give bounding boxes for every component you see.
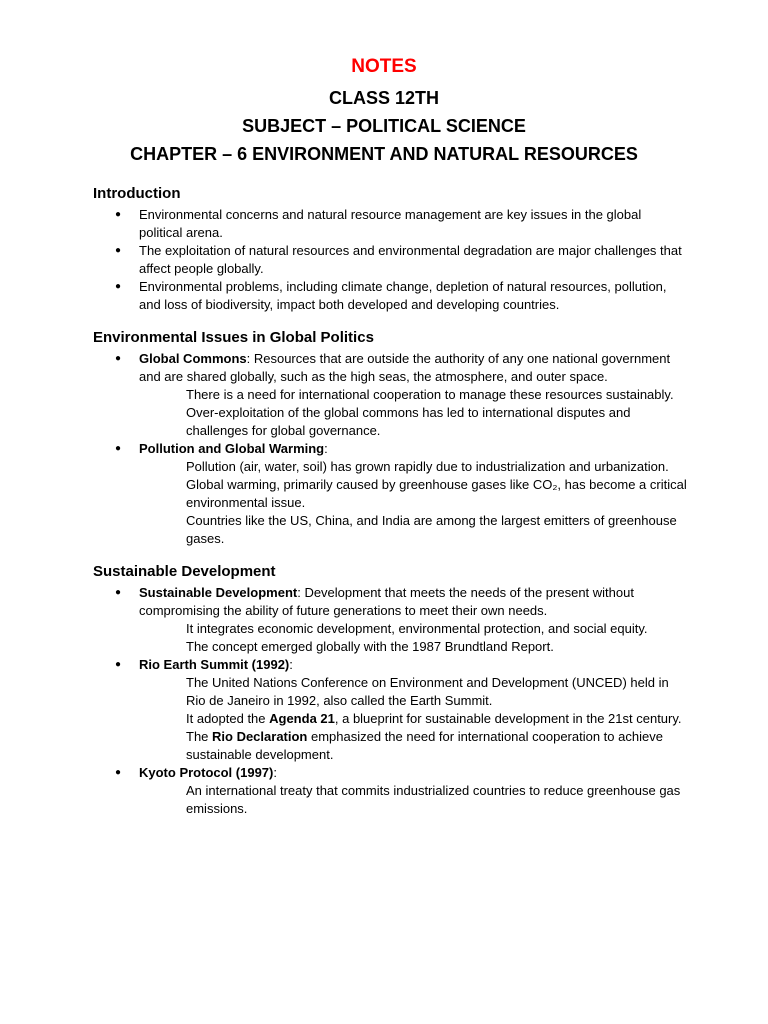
bullet-icon: ● <box>115 353 122 364</box>
sub-item: It integrates economic development, environmental protection, and social equity. <box>186 621 648 636</box>
sub-item-text: It adopted the <box>186 711 270 726</box>
term-label: Global Commons <box>139 351 247 366</box>
term-text: : Resources that are outside the authority of any one national government and are shared globally, such as the high seas, the atmosphere, and outer space. <box>139 351 671 384</box>
bullet-icon: ● <box>115 659 122 670</box>
sub-list <box>139 458 688 548</box>
list-item-text: The exploitation of natural resources and environmental degradation are major challenges that affect people globally. <box>139 243 682 276</box>
section-sustainable-development <box>93 562 688 818</box>
bullet-icon: ● <box>115 245 122 256</box>
bullet-list <box>93 350 688 548</box>
rio-declaration-term: Rio Declaration <box>212 729 308 744</box>
sub-item-text: emphasized the need for international cooperation to achieve sustainable development. <box>186 729 663 762</box>
bullet-icon: ● <box>115 209 122 220</box>
section-heading: Environmental Issues in Global Politics <box>93 329 374 346</box>
list-item <box>93 278 688 314</box>
term-label: Pollution and Global Warming <box>139 441 325 456</box>
term-text: : <box>289 657 293 672</box>
bullet-icon: ● <box>115 443 122 454</box>
sub-item <box>139 710 688 728</box>
sub-item <box>139 728 688 764</box>
sub-list <box>139 782 688 818</box>
section-environmental-issues <box>93 328 688 548</box>
sub-item: Global warming, primarily caused by greenhouse gases like CO₂, has become a critical environmental issue. <box>186 477 687 510</box>
sub-item: Countries like the US, China, and India are among the largest emitters of greenhouse gases. <box>186 513 677 546</box>
list-item-text: Environmental problems, including climate change, depletion of natural resources, pollution, and loss of biodiversity, impact both developed and developing countries. <box>139 279 667 312</box>
sub-item-text: The <box>186 729 213 744</box>
document-body <box>0 184 768 818</box>
notes-title: NOTES <box>351 56 417 77</box>
sub-list <box>139 386 688 440</box>
bullet-icon: ● <box>115 767 122 778</box>
section-introduction <box>93 184 688 314</box>
list-item-global-commons <box>93 350 688 440</box>
section-heading: Introduction <box>93 185 181 202</box>
sub-item: The United Nations Conference on Environment and Development (UNCED) held in Rio de Janeiro in 1992, also called the Earth Summit. <box>186 675 669 708</box>
term-text: : <box>273 765 277 780</box>
sub-list <box>139 620 688 656</box>
sub-item: Pollution (air, water, soil) has grown rapidly due to industrialization and urbanization. <box>186 459 669 474</box>
term-label: Kyoto Protocol (1997) <box>139 765 274 780</box>
agenda-21-term: Agenda 21 <box>269 711 335 726</box>
sub-list <box>139 674 688 764</box>
bullet-icon: ● <box>115 587 122 598</box>
list-item-definition <box>93 584 688 656</box>
section-heading: Sustainable Development <box>93 563 276 580</box>
bullet-list <box>93 206 688 314</box>
class-line: CLASS 12TH <box>328 88 440 108</box>
list-item-pollution <box>93 440 688 548</box>
bullet-list <box>93 584 688 818</box>
sub-item-text: , a blueprint for sustainable development in the 21st century. <box>334 711 682 726</box>
list-item-text: Environmental concerns and natural resource management are key issues in the global political arena. <box>139 207 642 240</box>
chapter-line: CHAPTER – 6 ENVIRONMENT AND NATURAL RESOURCES <box>130 144 638 164</box>
list-item-rio-summit <box>93 656 688 764</box>
sub-item: There is a need for international cooperation to manage these resources sustainably. <box>186 387 674 402</box>
list-item-kyoto <box>93 764 688 818</box>
document-header <box>0 54 768 168</box>
list-item <box>93 242 688 278</box>
sub-item: The concept emerged globally with the 1987 Brundtland Report. <box>186 639 554 654</box>
sub-item: Over-exploitation of the global commons has led to international disputes and challenges for global governance. <box>186 405 631 438</box>
term-text: : Development that meets the needs of the present without compromising the ability of future generations to meet their own needs. <box>139 585 634 618</box>
term-label: Rio Earth Summit (1992) <box>139 657 290 672</box>
subject-line: SUBJECT – POLITICAL SCIENCE <box>242 116 526 136</box>
term-text: : <box>324 441 328 456</box>
term-label: Sustainable Development <box>139 585 298 600</box>
sub-item: An international treaty that commits industrialized countries to reduce greenhouse gas emissions. <box>186 783 681 816</box>
bullet-icon: ● <box>115 281 122 292</box>
list-item <box>93 206 688 242</box>
